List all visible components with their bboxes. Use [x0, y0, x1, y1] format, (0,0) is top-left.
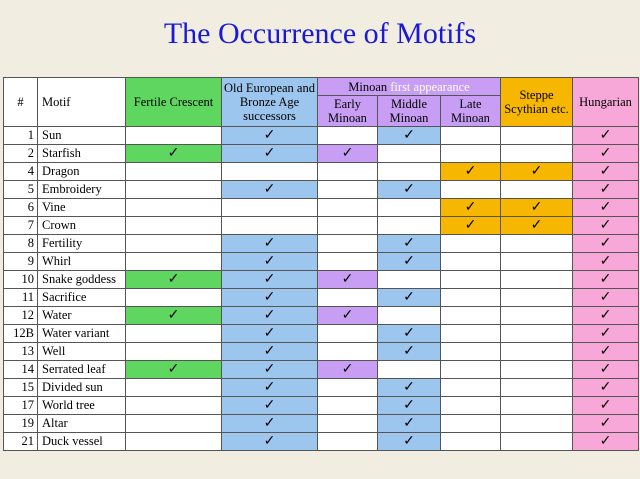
cell-hungarian: [573, 379, 639, 397]
cell-early-minoan: [318, 307, 378, 325]
row-number: 6: [4, 199, 38, 217]
cell-middle-minoan: [378, 325, 441, 343]
table-row: [4, 289, 639, 307]
cell-middle-minoan: [378, 361, 441, 379]
table-row: [4, 181, 639, 199]
row-motif: Sun: [38, 127, 126, 145]
checkmark-icon: ✓: [403, 433, 415, 449]
cell-hungarian: [573, 145, 639, 163]
cell-old-european: [222, 433, 318, 451]
row-motif: Crown: [38, 217, 126, 235]
cell-steppe: [501, 271, 573, 289]
checkmark-icon: ✓: [263, 289, 276, 305]
row-number: 15: [4, 379, 38, 397]
checkmark-icon: ✓: [263, 253, 276, 269]
checkmark-icon: ✓: [403, 379, 415, 395]
cell-early-minoan: [318, 325, 378, 343]
cell-late-minoan: [441, 379, 501, 397]
checkmark-icon: ✓: [167, 361, 180, 377]
cell-old-european: [222, 145, 318, 163]
table-row: [4, 217, 639, 235]
cell-fertile: [126, 433, 222, 451]
checkmark-icon: ✓: [599, 253, 612, 269]
row-motif: Dragon: [38, 163, 126, 181]
cell-late-minoan: [441, 433, 501, 451]
cell-early-minoan: [318, 361, 378, 379]
cell-early-minoan: [318, 127, 378, 145]
header-late-minoan: Late Minoan: [441, 96, 501, 127]
checkmark-icon: ✓: [403, 289, 415, 305]
checkmark-icon: ✓: [599, 289, 612, 305]
checkmark-icon: ✓: [403, 343, 415, 359]
cell-middle-minoan: [378, 379, 441, 397]
checkmark-icon: ✓: [341, 307, 354, 323]
table-row: [4, 271, 639, 289]
cell-early-minoan: [318, 415, 378, 433]
checkmark-icon: ✓: [599, 217, 612, 233]
page-title: The Occurrence of Motifs: [163, 17, 477, 50]
cell-late-minoan: [441, 271, 501, 289]
cell-fertile: [126, 415, 222, 433]
checkmark-icon: ✓: [263, 433, 276, 449]
header-minoan-accent: first appearance: [390, 79, 470, 94]
table-row: [4, 415, 639, 433]
cell-fertile: [126, 145, 222, 163]
checkmark-icon: ✓: [599, 181, 612, 197]
cell-late-minoan: [441, 397, 501, 415]
row-number: 2: [4, 145, 38, 163]
cell-middle-minoan: [378, 127, 441, 145]
checkmark-icon: ✓: [599, 415, 612, 431]
cell-steppe: [501, 289, 573, 307]
cell-fertile: [126, 217, 222, 235]
cell-steppe: [501, 379, 573, 397]
cell-early-minoan: [318, 235, 378, 253]
cell-late-minoan: [441, 361, 501, 379]
row-motif: Vine: [38, 199, 126, 217]
header-fertile-crescent: Fertile Crescent: [126, 78, 222, 127]
cell-middle-minoan: [378, 253, 441, 271]
cell-early-minoan: [318, 397, 378, 415]
checkmark-icon: ✓: [263, 235, 276, 251]
checkmark-icon: ✓: [167, 271, 180, 287]
table-row: [4, 325, 639, 343]
cell-early-minoan: [318, 145, 378, 163]
checkmark-icon: ✓: [599, 163, 612, 179]
cell-fertile: [126, 127, 222, 145]
row-number: 17: [4, 397, 38, 415]
row-number: 12B: [4, 325, 38, 343]
row-number: 4: [4, 163, 38, 181]
cell-hungarian: [573, 307, 639, 325]
checkmark-icon: ✓: [464, 199, 477, 215]
table-row: [4, 307, 639, 325]
cell-early-minoan: [318, 253, 378, 271]
cell-early-minoan: [318, 163, 378, 181]
cell-old-european: [222, 397, 318, 415]
cell-middle-minoan: [378, 199, 441, 217]
table-row: [4, 379, 639, 397]
cell-hungarian: [573, 271, 639, 289]
cell-fertile: [126, 361, 222, 379]
row-motif: Altar: [38, 415, 126, 433]
cell-old-european: [222, 181, 318, 199]
cell-hungarian: [573, 343, 639, 361]
checkmark-icon: ✓: [403, 415, 415, 431]
checkmark-icon: ✓: [403, 253, 415, 269]
table-row: [4, 433, 639, 451]
checkmark-icon: ✓: [530, 163, 543, 179]
checkmark-icon: ✓: [599, 307, 612, 323]
checkmark-icon: ✓: [403, 235, 415, 251]
checkmark-icon: ✓: [599, 199, 612, 215]
cell-hungarian: [573, 181, 639, 199]
row-motif: World tree: [38, 397, 126, 415]
header-minoan: [318, 78, 501, 96]
cell-early-minoan: [318, 343, 378, 361]
row-number: 21: [4, 433, 38, 451]
cell-fertile: [126, 307, 222, 325]
row-motif: Serrated leaf: [38, 361, 126, 379]
cell-fertile: [126, 379, 222, 397]
checkmark-icon: ✓: [167, 145, 180, 161]
cell-late-minoan: [441, 163, 501, 181]
checkmark-icon: ✓: [599, 235, 612, 251]
cell-old-european: [222, 325, 318, 343]
header-old-european: Old European and Bronze Age successors: [222, 78, 318, 127]
row-number: 10: [4, 271, 38, 289]
cell-middle-minoan: [378, 343, 441, 361]
checkmark-icon: ✓: [599, 145, 612, 161]
cell-old-european: [222, 199, 318, 217]
cell-old-european: [222, 253, 318, 271]
header-hungarian: Hungarian: [573, 78, 639, 127]
table-row: [4, 253, 639, 271]
cell-fertile: [126, 181, 222, 199]
cell-steppe: [501, 145, 573, 163]
cell-old-european: [222, 271, 318, 289]
cell-steppe: [501, 199, 573, 217]
checkmark-icon: ✓: [599, 361, 612, 377]
cell-hungarian: [573, 361, 639, 379]
cell-late-minoan: [441, 253, 501, 271]
header-minoan-label: Minoan: [348, 79, 388, 94]
cell-hungarian: [573, 199, 639, 217]
checkmark-icon: ✓: [263, 181, 276, 197]
cell-old-european: [222, 361, 318, 379]
cell-old-european: [222, 235, 318, 253]
row-motif: Well: [38, 343, 126, 361]
cell-fertile: [126, 199, 222, 217]
cell-old-european: [222, 415, 318, 433]
cell-fertile: [126, 163, 222, 181]
checkmark-icon: ✓: [530, 217, 543, 233]
cell-fertile: [126, 289, 222, 307]
checkmark-icon: ✓: [263, 343, 276, 359]
motif-table: [3, 77, 639, 451]
row-motif: Divided sun: [38, 379, 126, 397]
row-motif: Duck vessel: [38, 433, 126, 451]
cell-middle-minoan: [378, 397, 441, 415]
checkmark-icon: ✓: [403, 325, 415, 341]
cell-middle-minoan: [378, 217, 441, 235]
cell-late-minoan: [441, 217, 501, 235]
table-row: [4, 199, 639, 217]
row-number: 1: [4, 127, 38, 145]
row-motif: Water: [38, 307, 126, 325]
cell-early-minoan: [318, 271, 378, 289]
row-motif: Starfish: [38, 145, 126, 163]
cell-old-european: [222, 163, 318, 181]
cell-middle-minoan: [378, 235, 441, 253]
row-number: 9: [4, 253, 38, 271]
checkmark-icon: ✓: [263, 307, 276, 323]
cell-hungarian: [573, 163, 639, 181]
cell-fertile: [126, 235, 222, 253]
cell-steppe: [501, 235, 573, 253]
checkmark-icon: ✓: [341, 271, 354, 287]
cell-middle-minoan: [378, 433, 441, 451]
cell-middle-minoan: [378, 181, 441, 199]
cell-middle-minoan: [378, 145, 441, 163]
checkmark-icon: ✓: [403, 397, 415, 413]
table-row: [4, 397, 639, 415]
cell-steppe: [501, 253, 573, 271]
checkmark-icon: ✓: [263, 145, 276, 161]
checkmark-icon: ✓: [167, 307, 180, 323]
cell-hungarian: [573, 415, 639, 433]
cell-late-minoan: [441, 415, 501, 433]
checkmark-icon: ✓: [341, 361, 354, 377]
checkmark-icon: ✓: [263, 415, 276, 431]
checkmark-icon: ✓: [263, 379, 276, 395]
cell-fertile: [126, 271, 222, 289]
cell-late-minoan: [441, 343, 501, 361]
cell-middle-minoan: [378, 307, 441, 325]
cell-fertile: [126, 253, 222, 271]
checkmark-icon: ✓: [263, 127, 276, 143]
cell-hungarian: [573, 289, 639, 307]
cell-middle-minoan: [378, 415, 441, 433]
row-motif: Whirl: [38, 253, 126, 271]
cell-hungarian: [573, 217, 639, 235]
cell-steppe: [501, 325, 573, 343]
cell-old-european: [222, 379, 318, 397]
checkmark-icon: ✓: [403, 181, 415, 197]
cell-fertile: [126, 325, 222, 343]
header-motif: Motif: [38, 78, 126, 127]
checkmark-icon: ✓: [263, 271, 276, 287]
table-row: [4, 235, 639, 253]
row-number: 5: [4, 181, 38, 199]
checkmark-icon: ✓: [599, 343, 612, 359]
checkmark-icon: ✓: [599, 379, 612, 395]
row-motif: Snake goddess: [38, 271, 126, 289]
row-number: 14: [4, 361, 38, 379]
cell-steppe: [501, 217, 573, 235]
row-motif: Fertility: [38, 235, 126, 253]
checkmark-icon: ✓: [599, 433, 612, 449]
cell-steppe: [501, 415, 573, 433]
cell-middle-minoan: [378, 289, 441, 307]
cell-old-european: [222, 343, 318, 361]
cell-hungarian: [573, 397, 639, 415]
cell-late-minoan: [441, 199, 501, 217]
cell-late-minoan: [441, 181, 501, 199]
row-number: 11: [4, 289, 38, 307]
row-motif: Embroidery: [38, 181, 126, 199]
checkmark-icon: ✓: [263, 397, 276, 413]
cell-hungarian: [573, 433, 639, 451]
cell-early-minoan: [318, 379, 378, 397]
header-steppe: Steppe Scythian etc.: [501, 78, 573, 127]
cell-hungarian: [573, 127, 639, 145]
row-number: 19: [4, 415, 38, 433]
checkmark-icon: ✓: [599, 325, 612, 341]
checkmark-icon: ✓: [599, 127, 612, 143]
checkmark-icon: ✓: [263, 361, 276, 377]
header-num: #: [4, 78, 38, 127]
cell-middle-minoan: [378, 163, 441, 181]
row-number: 7: [4, 217, 38, 235]
cell-old-european: [222, 127, 318, 145]
cell-early-minoan: [318, 199, 378, 217]
table-row: [4, 163, 639, 181]
cell-steppe: [501, 361, 573, 379]
cell-fertile: [126, 397, 222, 415]
cell-old-european: [222, 289, 318, 307]
checkmark-icon: ✓: [599, 397, 612, 413]
cell-steppe: [501, 343, 573, 361]
cell-steppe: [501, 307, 573, 325]
checkmark-icon: ✓: [341, 145, 354, 161]
row-motif: Water variant: [38, 325, 126, 343]
checkmark-icon: ✓: [464, 217, 477, 233]
row-number: 13: [4, 343, 38, 361]
cell-steppe: [501, 433, 573, 451]
cell-early-minoan: [318, 217, 378, 235]
cell-late-minoan: [441, 307, 501, 325]
checkmark-icon: ✓: [464, 163, 477, 179]
cell-steppe: [501, 127, 573, 145]
row-number: 12: [4, 307, 38, 325]
cell-hungarian: [573, 235, 639, 253]
cell-late-minoan: [441, 325, 501, 343]
cell-early-minoan: [318, 289, 378, 307]
checkmark-icon: ✓: [263, 325, 276, 341]
cell-early-minoan: [318, 433, 378, 451]
header-middle-minoan: Middle Minoan: [378, 96, 441, 127]
cell-old-european: [222, 217, 318, 235]
cell-middle-minoan: [378, 271, 441, 289]
cell-hungarian: [573, 253, 639, 271]
cell-steppe: [501, 397, 573, 415]
cell-steppe: [501, 163, 573, 181]
motif-table-body: [4, 127, 639, 451]
cell-steppe: [501, 181, 573, 199]
cell-late-minoan: [441, 127, 501, 145]
header-early-minoan: Early Minoan: [318, 96, 378, 127]
cell-late-minoan: [441, 289, 501, 307]
cell-old-european: [222, 307, 318, 325]
cell-late-minoan: [441, 235, 501, 253]
table-row: [4, 145, 639, 163]
row-motif: Sacrifice: [38, 289, 126, 307]
checkmark-icon: ✓: [403, 127, 415, 143]
table-row: [4, 127, 639, 145]
row-number: 8: [4, 235, 38, 253]
cell-fertile: [126, 343, 222, 361]
table-row: [4, 361, 639, 379]
cell-hungarian: [573, 325, 639, 343]
table-row: [4, 343, 639, 361]
checkmark-icon: ✓: [599, 271, 612, 287]
checkmark-icon: ✓: [530, 199, 543, 215]
cell-late-minoan: [441, 145, 501, 163]
cell-early-minoan: [318, 181, 378, 199]
